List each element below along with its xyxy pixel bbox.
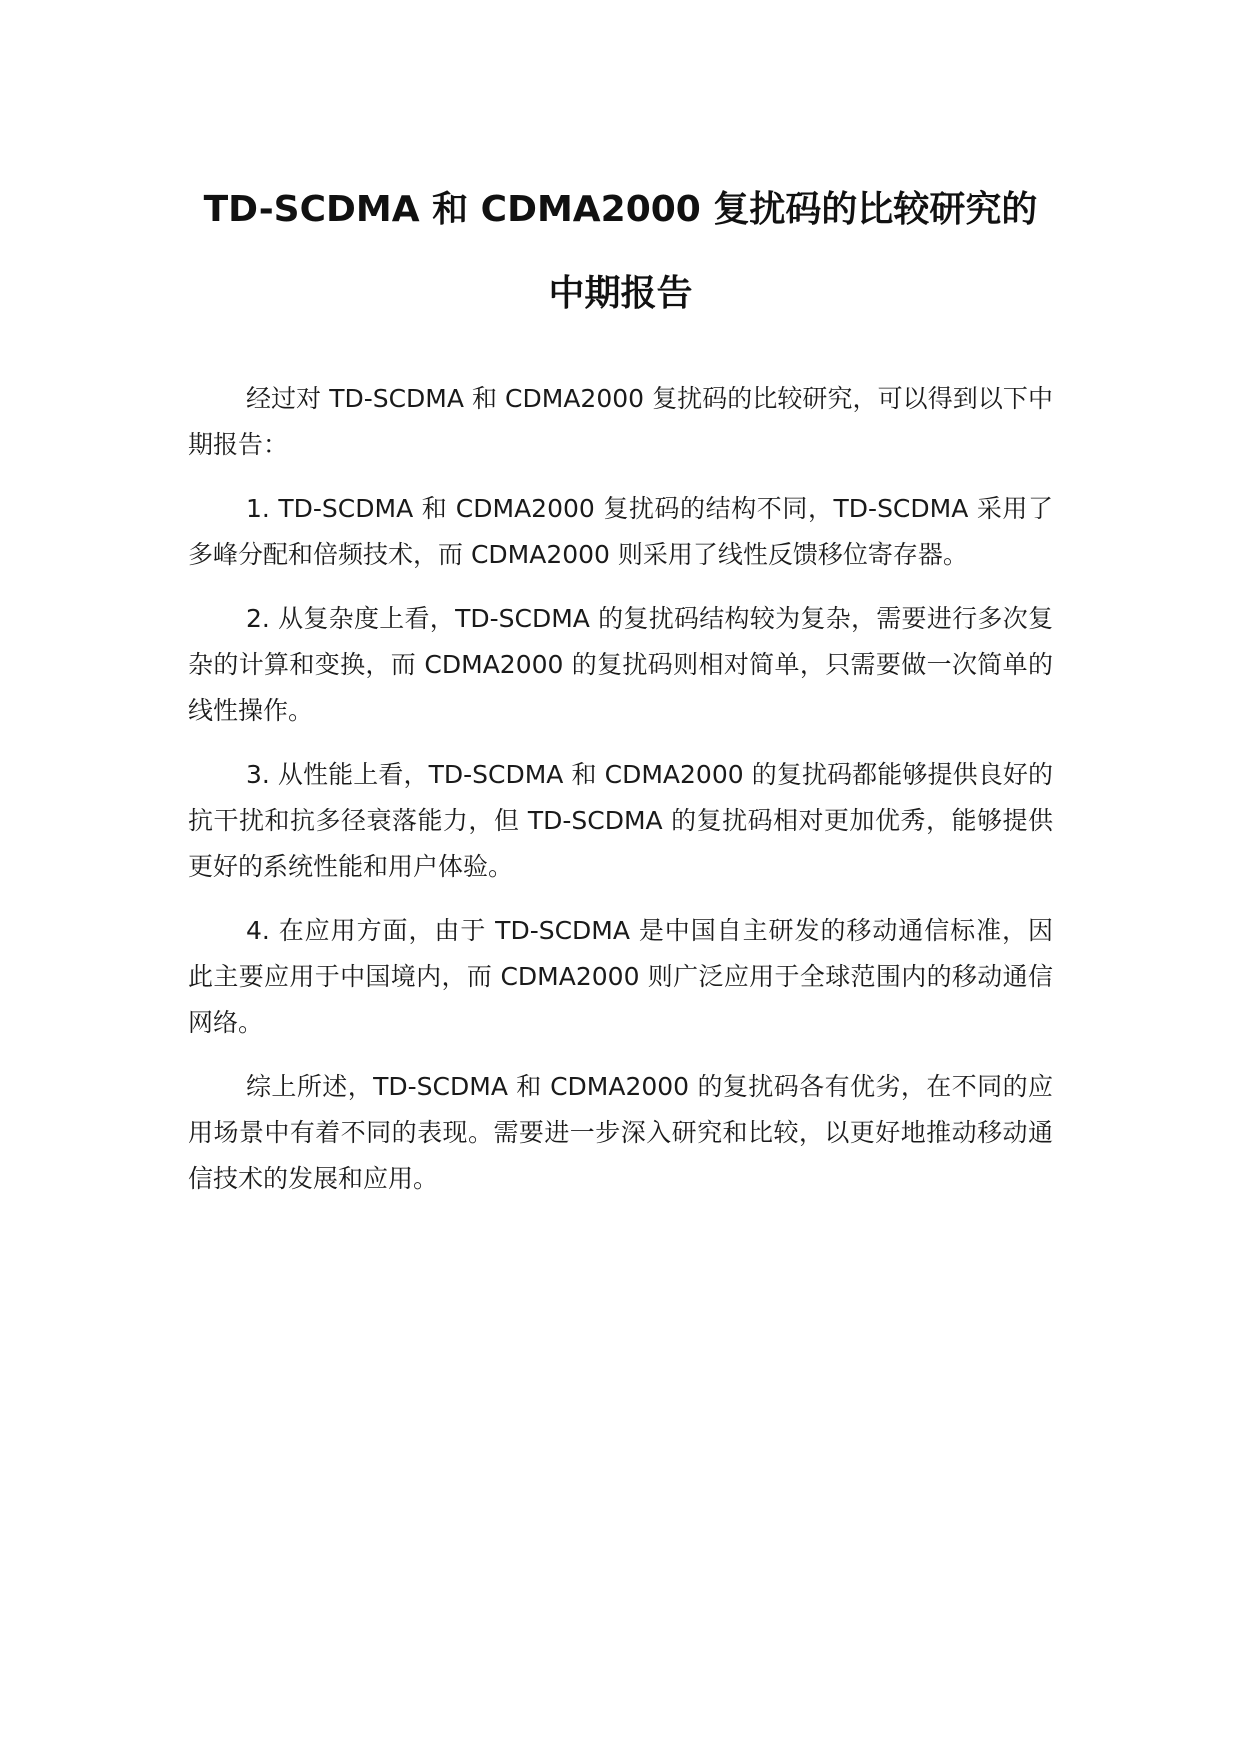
- document-title: TD-SCDMA 和 CDMA2000 复扰码的比较研究的中期报告: [203, 189, 1038, 314]
- document-body: [188, 376, 1053, 1220]
- point-4-paragraph: 4. 在应用方面，由于 TD-SCDMA 是中国自主研发的移动通信标准，因此主要应用于中国境内，而 CDMA2000 则广泛应用于全球范围内的移动通信网络。: [188, 916, 1053, 1037]
- intro-paragraph: 经过对 TD-SCDMA 和 CDMA2000 复扰码的比较研究，可以得到以下中期报告：: [188, 384, 1053, 459]
- point-1-paragraph: 1. TD-SCDMA 和 CDMA2000 复扰码的结构不同，TD-SCDMA 采用了多峰分配和倍频技术，而 CDMA2000 则采用了线性反馈移位寄存器。: [188, 494, 1053, 569]
- conclusion-paragraph: 综上所述，TD-SCDMA 和 CDMA2000 的复扰码各有优劣，在不同的应用场景中有着不同的表现。需要进一步深入研究和比较，以更好地推动移动通信技术的发展和应用。: [188, 1072, 1053, 1193]
- point-3-paragraph: 3. 从性能上看，TD-SCDMA 和 CDMA2000 的复扰码都能够提供良好的抗干扰和抗多径衰落能力，但 TD-SCDMA 的复扰码相对更加优秀，能够提供更好的系统性能和用户体验。: [188, 760, 1053, 881]
- point-2-paragraph: 2. 从复杂度上看，TD-SCDMA 的复扰码结构较为复杂，需要进行多次复杂的计算和变换，而 CDMA2000 的复扰码则相对简单，只需要做一次简单的线性操作。: [188, 604, 1053, 725]
